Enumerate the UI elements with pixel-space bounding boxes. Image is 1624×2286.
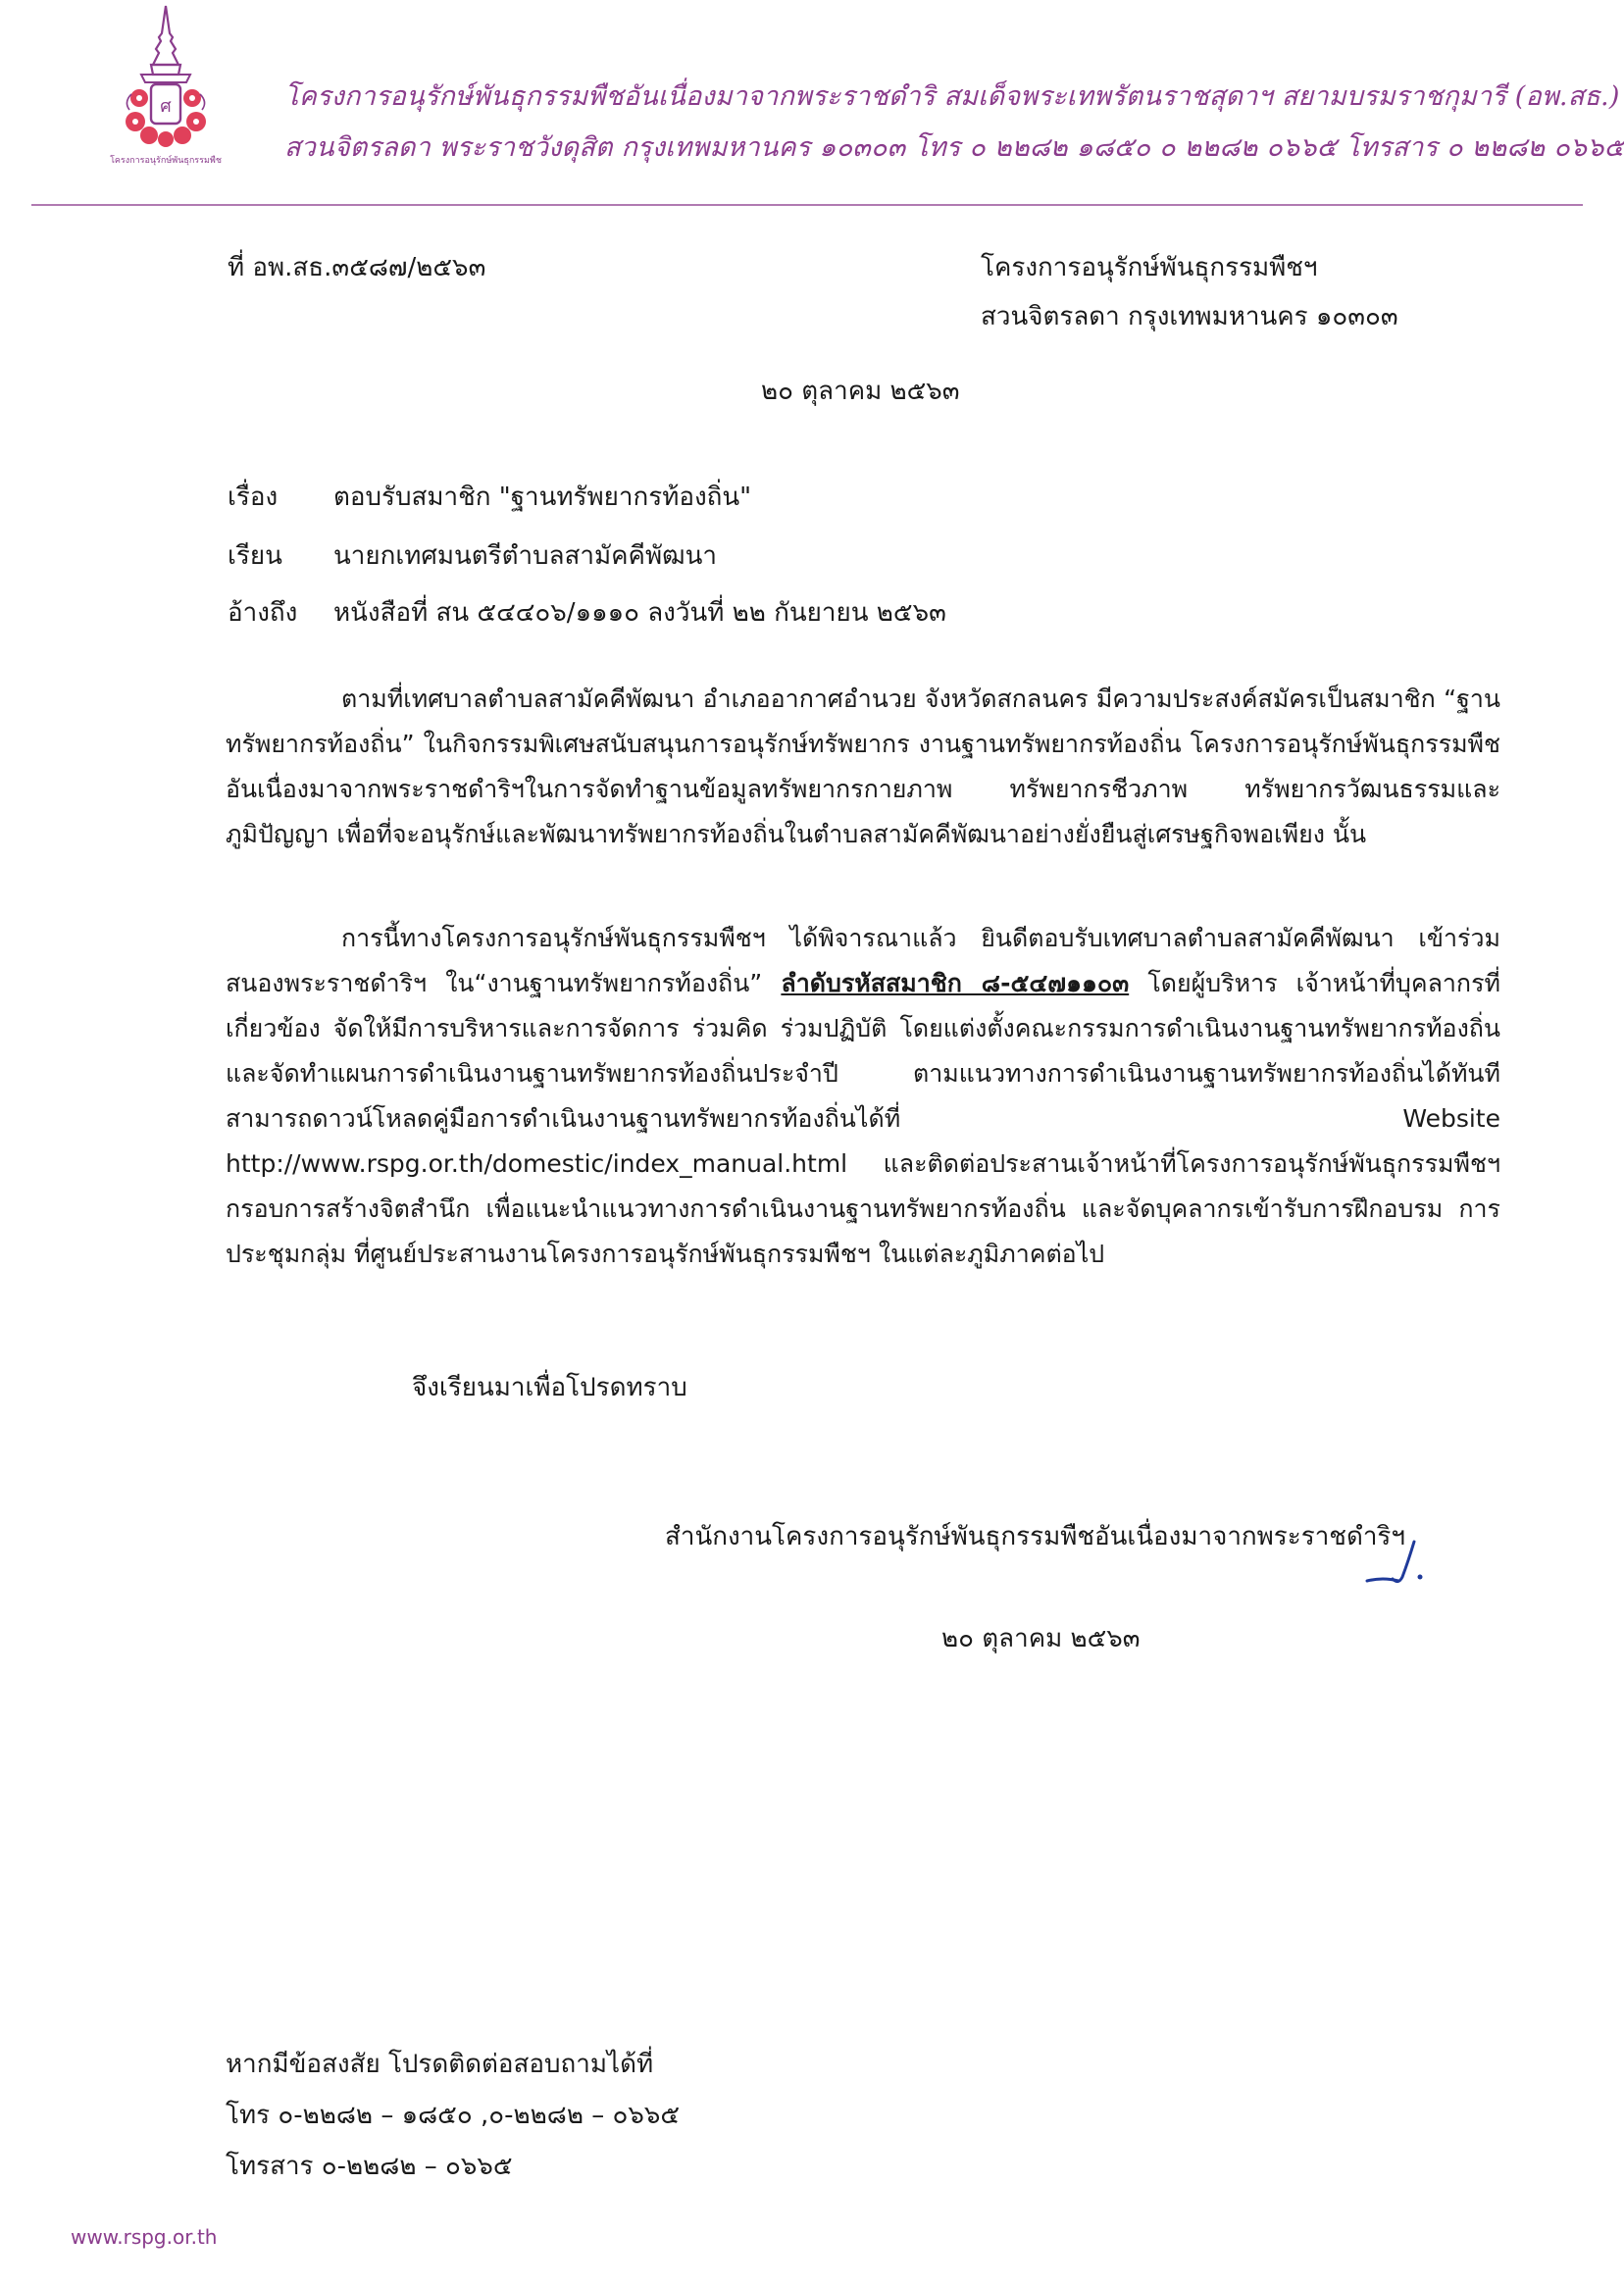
signatory-office: สำนักงานโครงการอนุรักษ์พันธุกรรมพืชอันเนื่องมาจากพระราชดำริฯ — [665, 1522, 1405, 1551]
sender-line-2: สวนจิตรลดา กรุงเทพมหานคร ๑๐๓๐๓ — [981, 302, 1398, 331]
contact-fax: โทรสาร ๐-๒๒๘๒ – ๐๖๖๕ — [226, 2152, 513, 2181]
signature-mark — [1363, 1538, 1432, 1597]
svg-text:โครงการอนุรักษ์พันธุกรรมพืช: โครงการอนุรักษ์พันธุกรรมพืช — [110, 156, 222, 166]
body-paragraph-1 — [226, 677, 1500, 857]
member-code: ลำดับรหัสสมาชิก ๘-๕๔๗๑๑๐๓ — [781, 969, 1130, 997]
sender-line-1: โครงการอนุรักษ์พันธุกรรมพืชฯ — [981, 253, 1318, 282]
body-paragraph-2-rest: โดยผู้บริหาร เจ้าหน้าที่บุคลากรที่เกี่ยวข้อง จัดให้มีการบริหารและการจัดการ ร่วมคิด ร่วมปฏิบัติ โดยแต่งตั้งคณะกรรมการดำเนินงานฐานทรัพยากรท้องถิ่น และจัดทำแผนการดำเนินงานฐานทรัพยากรท้องถิ่นประจำปี ตามแนวทางการดำเนินงานฐานทรัพยากรท้องถิ่นได้ทันที สามารถดาวน์โหลดคู่มือการดำเนินงานฐานทรัพยากรท้องถิ่นได้ที่ Website http://www.rspg.or.th/domestic/index_manual.html และติดต่อประสานเจ้าหน้าที่โครงการอนุรักษ์พันธุกรรมพืชฯ กรอบการสร้างจิตสำนึก เพื่อแนะนำแนวทางการดำเนินงานฐานทรัพยากรท้องถิ่น และจัดบุคลากรเข้ารับการฝึกอบรม การประชุมกลุ่ม ที่ศูนย์ประสานงานโครงการอนุรักษ์พันธุกรรมพืชฯ ในแต่ละภูมิภาคต่อไป — [226, 969, 1500, 1268]
reference-value: หนังสือที่ สน ๕๔๔๐๖/๑๑๑๐ ลงวันที่ ๒๒ กันยายน ๒๕๖๓ — [333, 598, 946, 628]
body-paragraph-1-text: ตามที่เทศบาลตำบลสามัคคีพัฒนา อำเภออากาศอำนวย จังหวัดสกลนคร มีความประสงค์สมัครเป็นสมาชิก “ฐานทรัพยากรท้องถิ่น” ในกิจกรรมพิเศษสนับสนุนการอนุรักษ์ทรัพยากร งานฐานทรัพยากรท้องถิ่น โครงการอนุรักษ์พันธุกรรมพืชอันเนื่องมาจากพระราชดำริฯในการจัดทำฐานข้อมูลทรัพยากรกายภาพ ทรัพยากรชีวภาพ ทรัพยากรวัฒนธรรมและภูมิปัญญา เพื่อที่จะอนุรักษ์และพัฒนาทรัพยากรท้องถิ่นในตำบลสามัคคีพัฒนาอย่างยั่งยืนสู่เศรษฐกิจพอเพียง นั้น — [226, 685, 1500, 848]
svg-text:ศ: ศ — [160, 96, 172, 117]
recipient-label: เรียน — [228, 541, 282, 571]
reference-number: ที่ อพ.สธ.๓๕๘๗/๒๕๖๓ — [228, 253, 486, 282]
signature-date: ๒๐ ตุลาคม ๒๕๖๓ — [941, 1624, 1141, 1653]
reference-label: อ้างถึง — [228, 598, 298, 628]
recipient-value: นายกเทศมนตรีตำบลสามัคคีพัฒนา — [333, 541, 717, 571]
subject-value: ตอบรับสมาชิก "ฐานทรัพยากรท้องถิ่น" — [333, 483, 752, 512]
letterhead-divider — [31, 204, 1583, 206]
subject-label: เรื่อง — [228, 483, 279, 512]
footer-website: www.rspg.or.th — [71, 2225, 218, 2249]
contact-phone: โทร ๐-๒๒๘๒ – ๑๘๕๐ ,๐-๒๒๘๒ – ๐๖๖๕ — [226, 2101, 681, 2130]
closing-phrase: จึงเรียนมาเพื่อโปรดทราบ — [412, 1373, 687, 1402]
rspg-emblem-icon — [110, 4, 222, 171]
letterhead-address: สวนจิตรลดา พระราชวังดุสิต กรุงเทพมหานคร ๑๐๓๐๓ โทร ๐ ๒๒๘๒ ๑๘๕๐ ๐ ๒๒๘๒ ๐๖๖๕ โทรสาร ๐ ๒๒๘๒ ๐๖๖๕ — [284, 132, 1624, 163]
body-paragraph-2-text — [226, 916, 1500, 1277]
letterhead-title: โครงการอนุรักษ์พันธุกรรมพืชอันเนื่องมาจากพระราชดำริ สมเด็จพระเทพรัตนราชสุดาฯ สยามบรมราชกุมารี (อพ.สธ.) — [284, 81, 1620, 112]
body-paragraph-2 — [226, 916, 1500, 1277]
contact-intro: หากมีข้อสงสัย โปรดติดต่อสอบถามได้ที่ — [226, 2050, 654, 2079]
letter-date: ๒๐ ตุลาคม ๒๕๖๓ — [761, 377, 960, 406]
body-paragraph-2-intro: การนี้ทางโครงการอนุรักษ์พันธุกรรมพืชฯ ได้พิจารณาแล้ว ยินดีตอบรับเทศบาลตำบลสามัคคีพัฒนา เข้าร่วมสนองพระราชดำริฯ ใน“งานฐานทรัพยากรท้องถิ่น” — [226, 924, 1500, 997]
